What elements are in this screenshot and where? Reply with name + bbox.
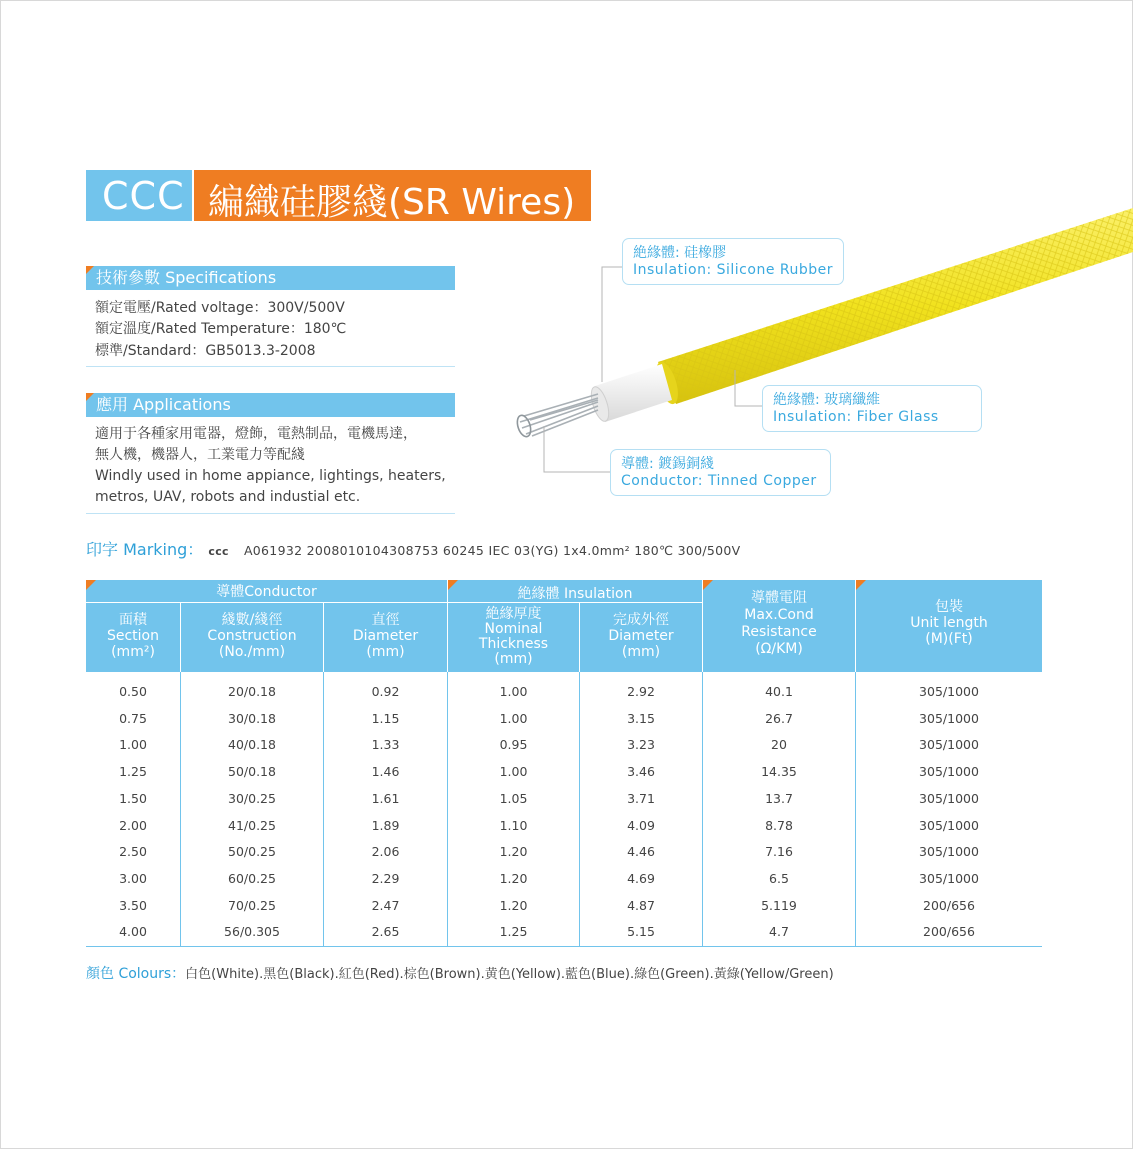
marking-label: 印字 Marking： [86, 540, 204, 559]
cell-resistance: 26.7 [765, 710, 793, 726]
corner-mark [703, 580, 713, 590]
cell-section: 0.75 [119, 710, 147, 726]
cell-outer-diameter: 2.92 [627, 684, 655, 699]
callout-silicone [622, 238, 844, 285]
cell-diameter: 2.47 [371, 897, 400, 913]
group-conductor-label: 導體Conductor [216, 584, 317, 600]
header-separator [86, 602, 702, 603]
cell-section: 1.25 [119, 764, 147, 780]
cell-construction: 41/0.25 [228, 817, 276, 833]
cell-unit-length: 305/1000 [919, 790, 979, 806]
specifications-header-label: 技術參數 Specifications [96, 268, 277, 287]
cell-unit-length: 305/1000 [919, 737, 979, 753]
cell-construction: 20/0.18 [228, 684, 276, 699]
cell-thickness: 1.00 [499, 764, 528, 780]
header-resistance: 導體電阻 Max.Cond Resistance (Ω/KM) [741, 590, 817, 657]
cell-diameter: 2.29 [371, 870, 400, 886]
cell-unit-length: 305/1000 [919, 870, 979, 886]
applications-divider [86, 513, 455, 514]
cell-section: 4.00 [119, 924, 147, 940]
cell-construction: 30/0.18 [228, 710, 276, 726]
ccc-logo-icon: ccc [208, 545, 229, 558]
cell-unit-length: 305/1000 [919, 684, 979, 699]
cell-construction: 60/0.25 [228, 870, 276, 886]
applications-line-4: metros, UAV, robots and industial etc. [95, 489, 361, 505]
applications-header [86, 393, 455, 417]
cell-thickness: 1.20 [499, 897, 528, 913]
callout-silicone-zh: 絶緣體: 硅橡膠 [633, 245, 727, 261]
cell-construction: 50/0.18 [228, 764, 276, 780]
cell-section: 1.50 [119, 790, 147, 806]
cell-thickness: 1.05 [499, 790, 528, 806]
cell-outer-diameter: 4.87 [627, 897, 655, 913]
cell-diameter: 1.46 [371, 764, 400, 780]
cell-construction: 40/0.18 [228, 737, 276, 753]
colours-text: 白色(White).黑色(Black).紅色(Red).棕色(Brown).黄色(Yellow).藍色(Blue).綠色(Green).黃綠(Yellow/Green) [185, 967, 834, 982]
cell-diameter: 0.92 [371, 684, 400, 699]
specifications-divider [86, 366, 455, 367]
tinned-copper-conductor [515, 394, 598, 438]
cell-construction: 70/0.25 [228, 897, 276, 913]
cell-diameter: 1.89 [371, 817, 400, 833]
cell-thickness: 0.95 [499, 737, 528, 753]
cell-construction: 30/0.25 [228, 790, 276, 806]
cell-unit-length: 305/1000 [919, 844, 979, 860]
title-ccc: CCC [102, 174, 185, 218]
cell-resistance: 20 [771, 737, 787, 753]
cell-thickness: 1.00 [499, 710, 528, 726]
header-section: 面積 Section (mm²) [106, 612, 159, 660]
cell-section: 2.00 [119, 817, 147, 833]
specifications-header [86, 266, 455, 290]
cell-thickness: 1.00 [499, 684, 528, 699]
cell-diameter: 2.65 [371, 924, 400, 940]
group-insulation-label: 絶緣體 Insulation [517, 586, 633, 602]
applications-header-label: 應用 Applications [96, 395, 231, 414]
callout-fiber-zh: 絶緣體: 玻璃纖維 [773, 392, 881, 408]
cell-section: 3.00 [119, 870, 147, 886]
cell-resistance: 14.35 [761, 764, 797, 780]
applications-line-1: 適用于各種家用電器，燈飾，電熱制品，電機馬達， [95, 426, 417, 442]
cell-outer-diameter: 3.71 [627, 790, 655, 806]
corner-mark [856, 580, 866, 590]
cell-thickness: 1.20 [499, 844, 528, 860]
callout-fiber-glass [762, 385, 982, 432]
cell-section: 3.50 [119, 897, 147, 913]
applications-line-2: 無人機，機器人，工業電力等配綫 [95, 447, 305, 463]
cell-diameter: 1.15 [371, 710, 400, 726]
cell-outer-diameter: 4.46 [627, 844, 655, 860]
callout-conductor-zh: 導體: 鍍錫銅綫 [621, 456, 715, 472]
spec-temperature: 額定溫度/Rated Temperature：180℃ [95, 321, 347, 337]
colours-label: 顏色 Colours： [86, 966, 186, 982]
title-main: 編織硅膠綫(SR Wires) [208, 182, 576, 223]
cell-resistance: 13.7 [765, 790, 793, 806]
cell-section: 0.50 [119, 684, 147, 699]
cell-unit-length: 200/656 [923, 924, 975, 940]
cell-resistance: 4.7 [769, 924, 789, 940]
cell-diameter: 1.33 [371, 737, 400, 753]
header-construction: 綫數/綫徑 Construction (No./mm) [207, 612, 297, 660]
cell-section: 1.00 [119, 737, 147, 753]
callout-conductor-en: Conductor: Tinned Copper [621, 473, 817, 489]
title-ccc-block [86, 170, 192, 221]
header-thickness: 絶緣厚度 Nominal Thickness (mm) [478, 606, 549, 667]
cell-unit-length: 305/1000 [919, 710, 979, 726]
cell-outer-diameter: 3.15 [627, 710, 655, 726]
table-bottom-border [86, 946, 1042, 947]
callout-fiber-en: Insulation: Fiber Glass [773, 409, 939, 425]
cell-section: 2.50 [119, 844, 147, 860]
cell-resistance: 8.78 [765, 817, 793, 833]
cell-outer-diameter: 3.23 [627, 737, 655, 753]
header-diameter: 直徑 Diameter (mm) [352, 612, 419, 660]
cell-construction: 50/0.25 [228, 844, 276, 860]
cell-outer-diameter: 3.46 [627, 764, 655, 780]
marking-row [86, 537, 741, 560]
cell-resistance: 5.119 [761, 897, 797, 913]
spec-voltage: 額定電壓/Rated voltage：300V/500V [95, 300, 345, 316]
wire-illustration [500, 190, 1133, 480]
header-outer-diameter: 完成外徑 Diameter (mm) [608, 612, 674, 660]
applications-line-3: Windly used in home appiance, lightings, heaters, [95, 468, 446, 484]
cell-outer-diameter: 4.09 [627, 817, 655, 833]
cell-thickness: 1.10 [499, 817, 528, 833]
cell-outer-diameter: 5.15 [627, 924, 655, 940]
marking-text: A061932 2008010104308753 60245 IEC 03(YG) 1x4.0mm² 180℃ 300/500V [243, 543, 741, 558]
cell-diameter: 2.06 [371, 844, 400, 860]
cell-construction: 56/0.305 [224, 924, 280, 940]
spec-standard: 標準/Standard：GB5013.3-2008 [95, 343, 316, 359]
cell-diameter: 1.61 [371, 790, 400, 806]
cell-thickness: 1.20 [499, 870, 528, 886]
colours-row [86, 963, 834, 983]
callout-silicone-en: Insulation: Silicone Rubber [633, 262, 833, 278]
callout-conductor [610, 449, 831, 496]
cell-resistance: 7.16 [765, 844, 793, 860]
cell-unit-length: 305/1000 [919, 817, 979, 833]
silicone-insulation [588, 364, 672, 423]
header-unit-length: 包裝 Unit length (M)(Ft) [910, 599, 988, 647]
cell-unit-length: 200/656 [923, 897, 975, 913]
leader-silicone [602, 267, 622, 382]
cell-unit-length: 305/1000 [919, 764, 979, 780]
leader-conductor [544, 426, 610, 472]
cell-resistance: 40.1 [765, 684, 793, 699]
cell-resistance: 6.5 [769, 870, 789, 886]
cell-thickness: 1.25 [499, 924, 528, 940]
cell-outer-diameter: 4.69 [627, 870, 655, 886]
